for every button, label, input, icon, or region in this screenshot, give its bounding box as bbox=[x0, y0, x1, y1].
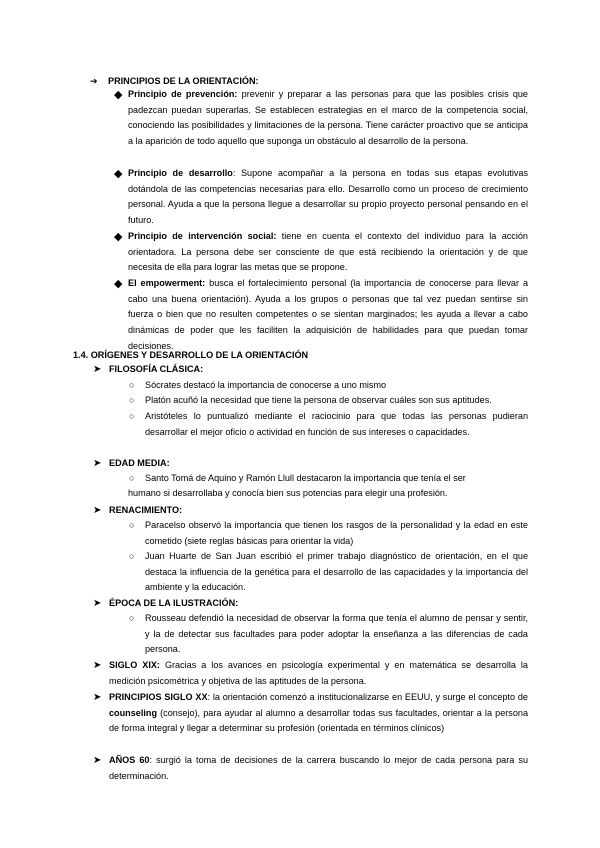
counseling-term: counseling bbox=[109, 707, 157, 718]
era-renacimiento-label: RENACIMIENTO: bbox=[109, 505, 183, 515]
circle-bullet-icon: ○ bbox=[129, 395, 135, 405]
arrowhead-bullet-icon: ➤ bbox=[93, 692, 102, 703]
list-item-continuation: humano si desarrollaba y conocía bien sus potencias para elegir una profesión. bbox=[128, 488, 448, 498]
principle-prevention-label: Principio de prevención: bbox=[128, 89, 238, 99]
section-title: 1.4. ORÍGENES Y DESARROLLO DE LA ORIENTACIÓN bbox=[73, 350, 309, 360]
arrowhead-bullet-icon: ➤ bbox=[93, 755, 102, 766]
list-item: ○ Aristóteles lo puntualizó mediante el raciocinio para que todas las personas pudieran desarrollar el mejor oficio o actividad en función de sus intereses o capacidades. bbox=[129, 411, 528, 437]
era-60-label: AÑOS 60 bbox=[109, 755, 150, 765]
circle-bullet-icon: ○ bbox=[129, 411, 135, 421]
list-item: ○ Santo Tomá de Aquino y Ramón Llull destacaron la importancia que tenía el ser bbox=[145, 471, 528, 487]
principle-empowerment-label: El empowerment: bbox=[128, 278, 206, 288]
principle-development-label: Principio de desarrollo bbox=[128, 168, 233, 178]
arrowhead-bullet-icon: ➤ bbox=[93, 660, 102, 671]
list-item: ○ Sócrates destacó la importancia de conocerse a uno mismo bbox=[145, 378, 528, 394]
era-siglo-xix bbox=[93, 658, 528, 689]
list-item: ○ Juan Huarte de San Juan escribió el primer trabajo diagnóstico de orientación, en el que destaca la influencia de la genética para el desarrollo de las capacidades y la importancia del ambiente y la educación. bbox=[129, 551, 528, 593]
list-item: ○ Paracelso observó la importancia que tienen los rasgos de la personalidad y la edad en este cometido (siete reglas básicas para orientar la vida) bbox=[129, 520, 528, 546]
principle-development bbox=[114, 166, 528, 229]
arrowhead-bullet-icon: ➤ bbox=[93, 505, 102, 516]
principle-empowerment-text: busca el fortalecimiento personal (la importancia de conocerse para llevar a cabo una buena orientación). Ayuda a los grupos o personas que tal vez puedan sentirse sin fuerza o bien que no resulten competentes o se sientan marginados; les ayuda a llevar a cabo dinámicas de poder que les faciliten la adquisición de habilidades para que puedan tomar decisiones. bbox=[128, 278, 528, 351]
circle-bullet-icon: ○ bbox=[129, 520, 135, 530]
principle-empowerment bbox=[114, 276, 528, 355]
list-item: ○ Platón acuñó la necesidad que tiene la persona de observar cuáles son sus aptitudes. bbox=[145, 393, 528, 409]
principle-social-text: tiene en cuenta el contexto del individuo para la acción orientadora. La persona debe ser consciente de que está recibiendo la orientación y de que necesita de ella para lograr las metas que se propone. bbox=[128, 231, 528, 273]
principle-prevention-text: prevenir y preparar a las personas para que las posibles crisis que padezcan puedan superarlas. Se establecen estrategias en el marco de la competencia social, conociendo las posibilidades y limitaciones de la persona. Tiene carácter proactivo que se anticipa a la aparición de todo aquello que suponga un obstáculo al desarrollo de la persona. bbox=[128, 89, 528, 147]
principle-development-text: : Supone acompañar a la persona en todas sus etapas evolutivas dotándola de las competencias necesarias para ello. Desarrollo como un proceso de crecimiento personal. Ayuda a que la persona llegue a desarrollar su propio proyecto personal pensando en el futuro. bbox=[128, 168, 528, 226]
diamond-bullet-icon: ◆ bbox=[114, 89, 123, 101]
era-clasica bbox=[93, 362, 528, 378]
era-xix-text: Gracias a los avances en psicología experimental y en matemática se desarrolla la medición psicométrica y objetiva de las aptitudes de la persona. bbox=[109, 660, 528, 686]
principle-prevention bbox=[114, 87, 528, 150]
diamond-bullet-icon: ◆ bbox=[114, 168, 123, 180]
principles-heading-text: PRINCIPIOS DE LA ORIENTACIÓN: bbox=[108, 76, 259, 86]
era-ilustracion-label: ÉPOCA DE LA ILUSTRACIÓN: bbox=[109, 598, 239, 608]
arrowhead-bullet-icon: ➤ bbox=[93, 364, 102, 375]
era-xx-label: PRINCIPIOS SIGLO XX bbox=[109, 692, 208, 702]
diamond-bullet-icon: ◆ bbox=[114, 278, 123, 290]
era-60-text: : surgió la toma de decisiones de la carrera buscando lo mejor de cada persona para su determinación. bbox=[109, 755, 528, 781]
right-arrow-icon: ➔ bbox=[90, 76, 98, 86]
era-xix-label: SIGLO XIX: bbox=[109, 660, 160, 670]
circle-bullet-icon: ○ bbox=[129, 613, 135, 623]
principle-social-label: Principio de intervención social: bbox=[128, 231, 277, 241]
era-anos-60 bbox=[93, 753, 528, 784]
circle-bullet-icon: ○ bbox=[129, 551, 135, 561]
arrowhead-bullet-icon: ➤ bbox=[93, 598, 102, 609]
era-siglo-xx: ➤ PRINCIPIOS SIGLO XX: la orientación comenzó a institucionalizarse en EEUU, y surge el concepto de counseling (consejo), para ayudar al alumno a desarrollar todas sus facultades, orientar a la persona de forma integral y llegar a determinar su profesión (orientada en términos clínicos) bbox=[93, 692, 528, 734]
era-clasica-label: FILOSOFÍA CLÁSICA: bbox=[109, 364, 204, 374]
era-renacimiento bbox=[93, 503, 528, 519]
era-ilustracion bbox=[93, 596, 528, 612]
circle-bullet-icon: ○ bbox=[129, 380, 135, 390]
principle-social-intervention bbox=[114, 229, 528, 276]
era-media bbox=[93, 456, 528, 472]
era-media-label: EDAD MEDIA: bbox=[109, 458, 170, 468]
diamond-bullet-icon: ◆ bbox=[114, 231, 123, 243]
list-item: ○ Rousseau defendió la necesidad de observar la forma que tenía el alumno de pensar y sentir, y la de detectar sus facultades para poder adoptar la enseñanza a las diferencias de cada persona. bbox=[129, 613, 528, 655]
arrowhead-bullet-icon: ➤ bbox=[93, 458, 102, 469]
circle-bullet-icon: ○ bbox=[129, 473, 135, 483]
